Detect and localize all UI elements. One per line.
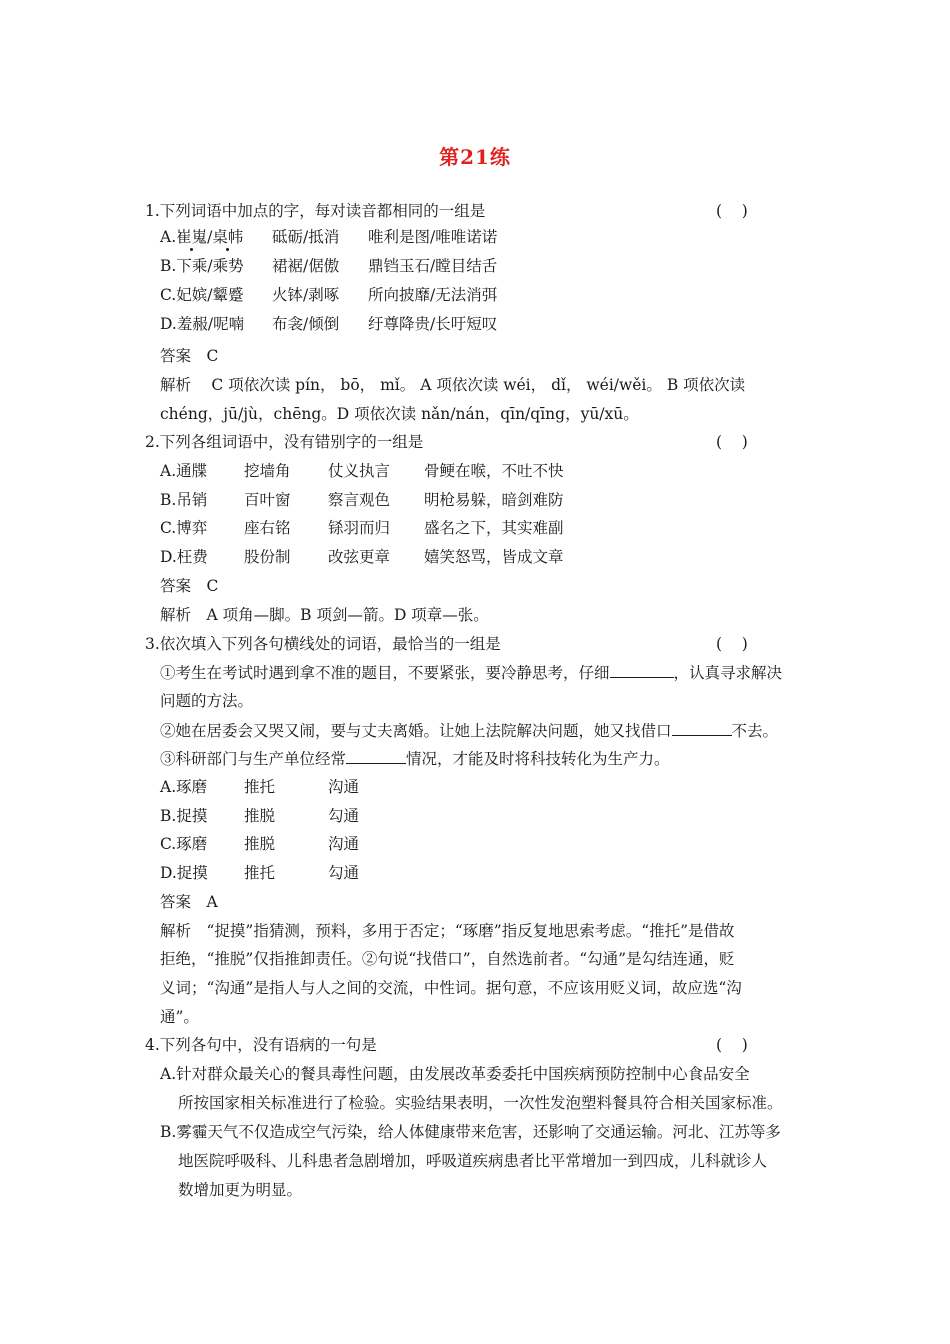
- q2-option-a: A.通牒 挖墙角 仗义执言 骨鲠在喉，不吐不快: [160, 462, 564, 480]
- question-1-stem: 1.下列词语中加点的字，每对读音都相同的一组是: [145, 202, 486, 220]
- q1-answer: 答案 C: [160, 347, 219, 365]
- q1-b-pair1: B.下乘/乘势: [160, 257, 244, 275]
- q1-a-pair3: 唯利是图/唯唯诺诺: [368, 228, 498, 246]
- fill-blank-1: [610, 662, 674, 678]
- answer-paren-4: ( ): [716, 1036, 748, 1054]
- q1-a-pair2: 砥砺/抵消: [272, 228, 340, 246]
- q3-sentence-1-cont: 问题的方法。: [160, 692, 254, 710]
- q2-option-c: C.博弈 座右铭 铩羽而归 盛名之下，其实难副: [160, 519, 564, 537]
- q1-analysis-line-2: chéng，jū/jù，chēng。D 项依次读 nǎn/nán，qīn/qīng，yū/xū。: [160, 405, 639, 423]
- q4-option-b-line-1: B.雾霾天气不仅造成空气污染，给人体健康带来危害，还影响了交通运输。河北、江苏等多: [160, 1123, 781, 1141]
- q4-option-b-line-3: 数增加更为明显。: [178, 1181, 303, 1199]
- q3-analysis-line-4: 通”。: [160, 1008, 199, 1026]
- q3-option-b: B.捉摸 推脱 勾通: [160, 807, 360, 825]
- q1-d-pair2: 布衾/倾倒: [272, 315, 340, 333]
- q1-option-b: [160, 256, 497, 276]
- q1-option-d: [160, 314, 497, 334]
- q1-a-pair1: A.崔嵬/桌帏: [160, 228, 244, 246]
- q3-sentence-3: ③科研部门与生产单位经常 情况，才能及时将科技转化为生产力。: [160, 750, 670, 768]
- question-3-stem: 3.依次填入下列各句横线处的词语，最恰当的一组是: [145, 635, 501, 653]
- q4-option-a-line-2: 所按国家相关标准进行了检验。实验结果表明，一次性发泡塑料餐具符合相关国家标准。: [178, 1094, 783, 1112]
- q3-option-d: D.捉摸 推托 勾通: [160, 864, 360, 882]
- q2-option-d: D.枉费 股份制 改弦更章 嬉笑怒骂，皆成文章: [160, 548, 564, 566]
- question-2-stem: 2.下列各组词语中，没有错别字的一组是: [145, 433, 424, 451]
- question-4-stem: 4.下列各句中，没有语病的一句是: [145, 1036, 377, 1054]
- q1-d-pair3: 纡尊降贵/长吁短叹: [368, 315, 498, 333]
- q3-option-a: A.琢磨 推托 沟通: [160, 778, 360, 796]
- q1-option-a: [160, 227, 497, 247]
- q1-c-pair3: 所向披靡/无法消弭: [368, 286, 498, 304]
- q3-sentence-1: ①考生在考试时遇到拿不准的题目，不要紧张，要冷静思考，仔细 ，认真寻求解决: [160, 664, 783, 682]
- q1-b-pair2: 裙裾/倨傲: [272, 257, 340, 275]
- q3-analysis-line-3: 义词；“沟通”是指人与人之间的交流，中性词。据句意，不应该用贬义词，故应选“沟: [160, 979, 742, 997]
- q3-analysis-line-1: 解析 “捉摸”指猜测，预料，多用于否定；“琢磨”指反复地思索考虑。“推托”是借故: [160, 922, 735, 940]
- fill-blank-3: [346, 748, 406, 764]
- q2-analysis: 解析 A 项角—脚。B 项剑—箭。D 项章—张。: [160, 606, 489, 624]
- q1-c-pair2: 火钵/剥啄: [272, 286, 340, 304]
- q4-option-a-line-1: A.针对群众最关心的餐具毒性问题，由发展改革委委托中国疾病预防控制中心食品安全: [160, 1065, 750, 1083]
- answer-paren-3: ( ): [716, 635, 748, 653]
- q3-analysis-line-2: 拒绝，“推脱”仅指推卸责任。②句说“找借口”，自然选前者。“勾通”是勾结连通，贬: [160, 950, 735, 968]
- q3-sentence-2: ②她在居委会又哭又闹，要与丈夫离婚。让她上法院解决问题，她又找借口 不去。: [160, 722, 779, 740]
- q1-analysis-line-1: 解析 C 项依次读 pín， bō， mǐ。 A 项依次读 wéi， dǐ， wéi/wěi。 B 项依次读: [160, 376, 746, 394]
- q3-answer: 答案 A: [160, 893, 218, 911]
- answer-paren-1: ( ): [716, 202, 748, 220]
- q3-option-c: C.琢磨 推脱 沟通: [160, 835, 360, 853]
- q2-answer: 答案 C: [160, 577, 219, 595]
- q4-option-b-line-2: 地医院呼吸科、儿科患者急剧增加，呼吸道疾病患者比平常增加一到四成，儿科就诊人: [178, 1152, 768, 1170]
- page-title: 第21练: [439, 145, 511, 169]
- q2-option-b: B.吊销 百叶窗 察言观色 明枪易躲，暗剑难防: [160, 491, 564, 509]
- fill-blank-2: [672, 720, 732, 736]
- q1-option-c: [160, 285, 497, 305]
- q1-d-pair1: D.羞赧/呢喃: [160, 315, 245, 333]
- q1-b-pair3: 鼎铛玉石/瞠目结舌: [368, 257, 498, 275]
- q1-c-pair1: C.妃嫔/颦蹙: [160, 286, 244, 304]
- answer-paren-2: ( ): [716, 433, 748, 451]
